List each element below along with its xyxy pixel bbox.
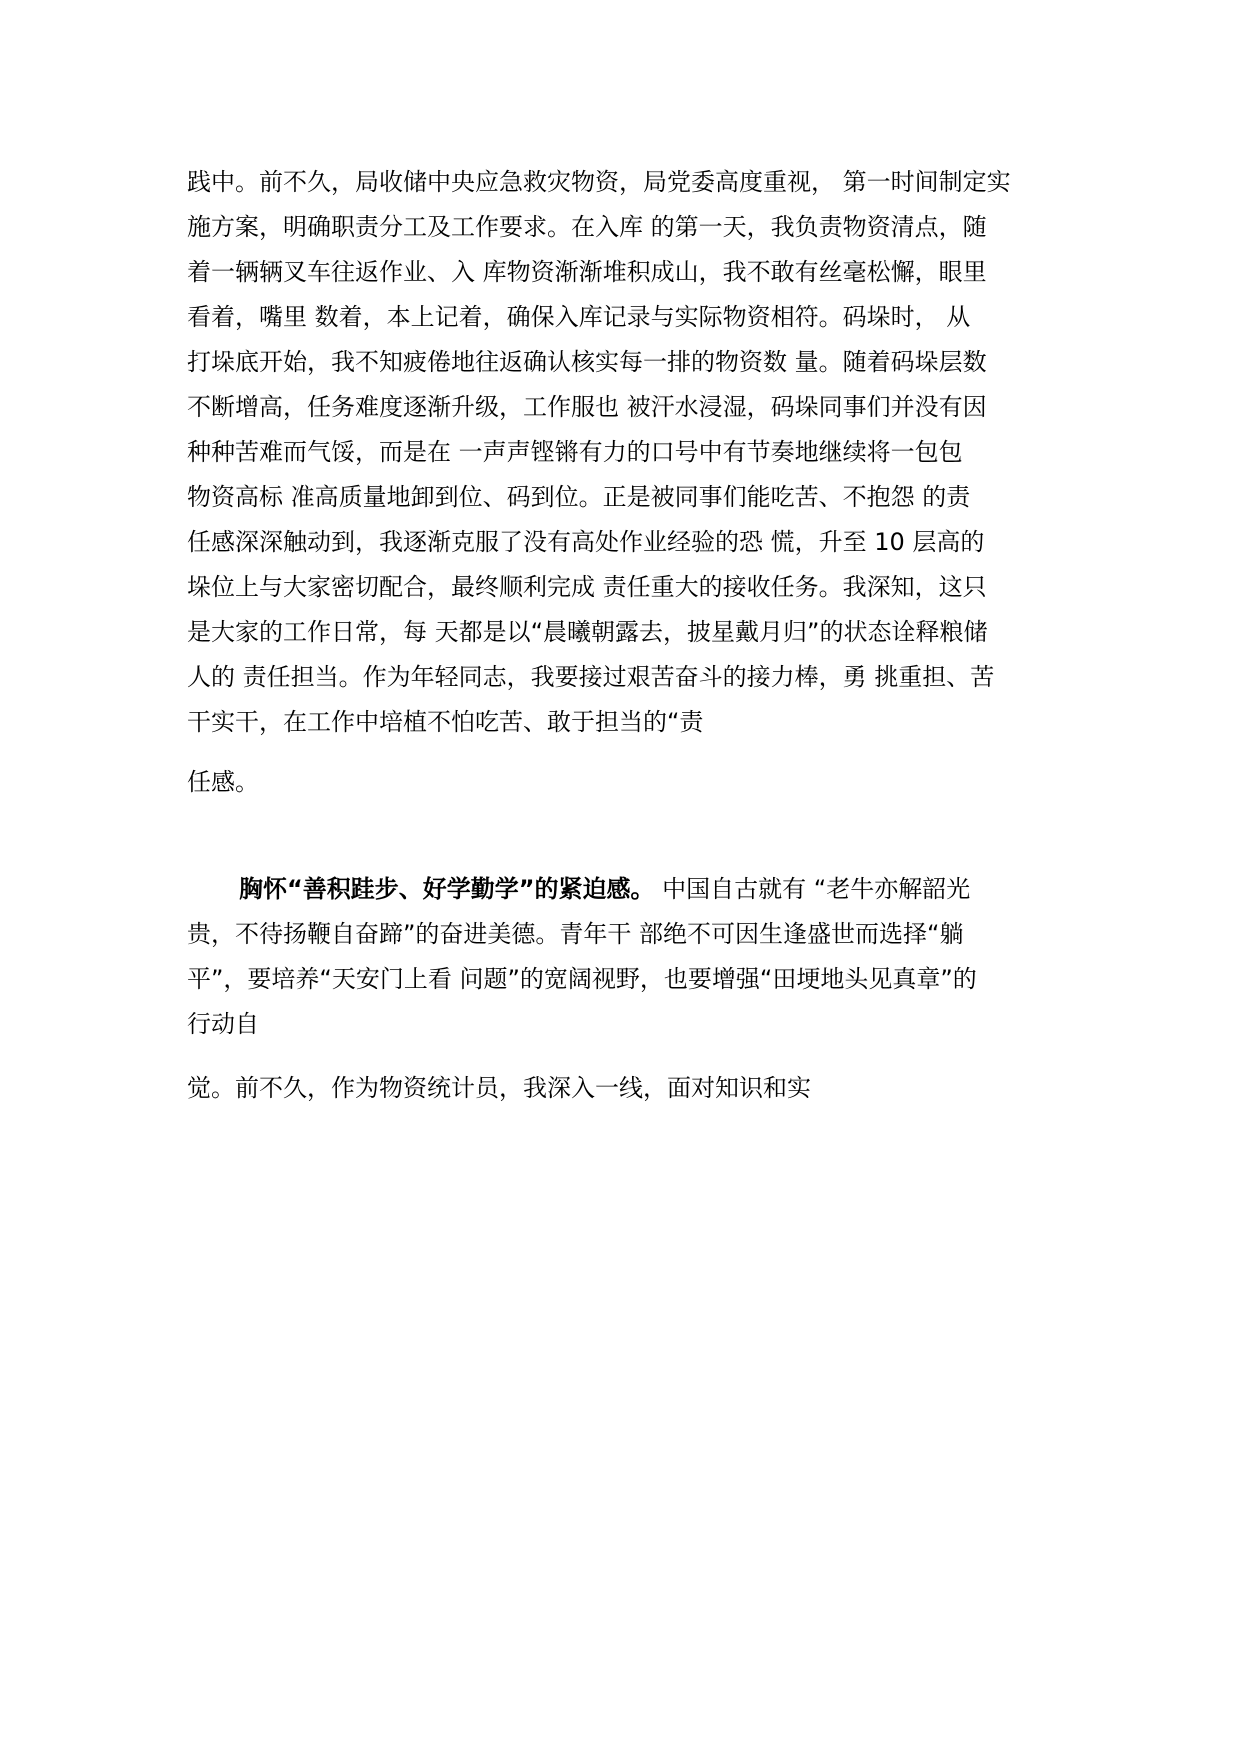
text-line: 施方案，明确职责分工及工作要求。在入库 的第一天，我负责物资清点，随	[187, 213, 987, 241]
paragraph-urgency	[187, 867, 1067, 1047]
text-line: 物资高标 准高质量地卸到位、码到位。正是被同事们能吃苦、不抱怨 的责	[187, 483, 971, 511]
paragraph-responsibility-tail	[187, 760, 1067, 805]
text-line: 着一辆辆叉车往返作业、入 库物资渐渐堆积成山，我不敢有丝毫松懈，眼里	[187, 258, 987, 286]
text-line: 贵，不待扬鞭自奋蹄”的奋进美德。青年干 部绝不可因生逢盛世而选择“躺	[187, 920, 964, 948]
text-line: 是大家的工作日常，每 天都是以“晨曦朝露去，披星戴月归”的状态诠释粮储	[187, 618, 988, 646]
text-line: 人的 责任担当。作为年轻同志，我要接过艰苦奋斗的接力棒，勇 挑重担、苦	[187, 663, 995, 691]
text-line: 不断增高，任务难度逐渐升级，工作服也 被汗水浸湿，码垛同事们并没有因	[187, 393, 987, 421]
text-line: 平”，要培养“天安门上看 问题”的宽阔视野，也要增强“田埂地头见真章”的	[187, 965, 977, 993]
text-line: 践中。前不久，局收储中央应急救灾物资，局党委高度重视， 第一时间制定实	[187, 168, 1011, 196]
paragraph-urgency-tail	[187, 1066, 1067, 1111]
text-line: 种种苦难而气馁，而是在 一声声铿锵有力的口号中有节奏地继续将一包包	[187, 438, 963, 466]
text-line: 打垛底开始，我不知疲倦地往返确认核实每一排的物资数 量。随着码垛层数	[187, 348, 987, 376]
paragraph-first-line	[187, 867, 1067, 912]
paragraph-heading: 胸怀“善积跬步、好学勤学”的紧迫感。	[239, 875, 655, 903]
text-line: 觉。前不久，作为物资统计员，我深入一线，面对知识和实	[187, 1074, 811, 1102]
text-line: 看着，嘴里 数着，本上记着，确保入库记录与实际物资相符。码垛时， 从	[187, 303, 971, 331]
text-line: 任感深深触动到，我逐渐克服了没有高处作业经验的恐 慌，升至 10 层高的	[187, 528, 985, 556]
text-line: 干实干，在工作中培植不怕吃苦、敢于担当的“责	[187, 708, 704, 736]
text-line: 任感。	[187, 768, 259, 796]
paragraph-first-line-text: 中国自古就有 “老牛亦解韶光	[654, 875, 971, 903]
text-line: 行动自	[187, 1010, 259, 1038]
text-line: 垛位上与大家密切配合，最终顺利完成 责任重大的接收任务。我深知，这只	[187, 573, 987, 601]
paragraph-responsibility	[187, 160, 1067, 745]
